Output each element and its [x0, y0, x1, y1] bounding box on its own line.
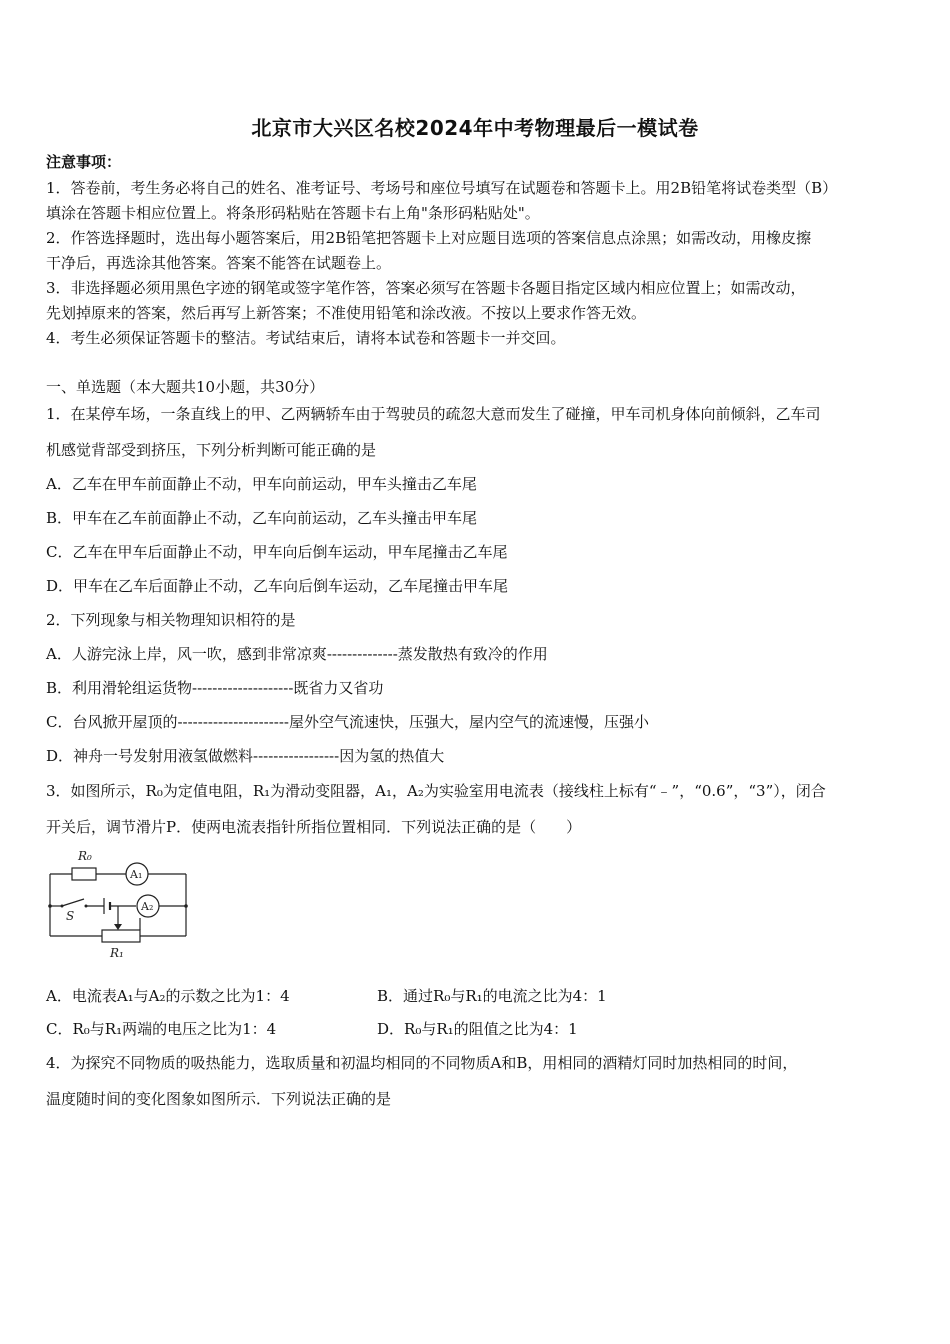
notice-line: 2．作答选择题时，选出每小题答案后，用2B铅笔把答题卡上对应题目选项的答案信息点涂黑；如需改动，用橡皮擦: [46, 229, 812, 247]
section-heading: 一、单选题（本大题共10小题，共30分）: [46, 378, 325, 396]
q1-option-a: A．乙车在甲车前面静止不动，甲车向前运动，甲车头撞击乙车尾: [46, 475, 477, 493]
q2-option-d: D．神舟一号发射用液氢做燃料-----------------因为氢的热值大: [46, 747, 445, 765]
label-a1: A₁: [130, 868, 143, 881]
q4-stem: 温度随时间的变化图象如图所示．下列说法正确的是: [46, 1090, 392, 1108]
notice-line: 1．答卷前，考生务必将自己的姓名、准考证号、考场号和座位号填写在试题卷和答题卡上。用2B铅笔将试卷类型（B）: [46, 179, 838, 197]
q1-option-d: D．甲车在乙车后面静止不动，乙车向后倒车运动，乙车尾撞击甲车尾: [46, 577, 509, 595]
notice-line: 4．考生必须保证答题卡的整洁。考试结束后，请将本试卷和答题卡一并交回。: [46, 329, 566, 347]
notice-heading: 注意事项：: [46, 153, 122, 171]
q1-option-b: B．甲车在乙车前面静止不动，乙车向前运动，乙车头撞击甲车尾: [46, 509, 478, 527]
label-r0: R₀: [78, 849, 92, 863]
q3-stem: 开关后，调节滑片P．使两电流表指针所指位置相同．下列说法正确的是（ ）: [46, 818, 582, 836]
page-title: 北京市大兴区名校2024年中考物理最后一模试卷: [251, 116, 699, 140]
q4-stem: 4．为探究不同物质的吸热能力，选取质量和初温均相同的不同物质A和B，用相同的酒精灯同时加热相同的时间，: [46, 1054, 798, 1072]
q3-option-a: A．电流表A₁与A₂的示数之比为1：4: [46, 987, 290, 1005]
q2-option-a: A．人游完泳上岸，风一吹，感到非常凉爽--------------蒸发散热有致冷的作用: [46, 645, 548, 663]
q1-option-c: C．乙车在甲车后面静止不动，甲车向后倒车运动，甲车尾撞击乙车尾: [46, 543, 508, 561]
q1-stem: 机感觉背部受到挤压，下列分析判断可能正确的是: [46, 441, 377, 459]
label-a2: A₂: [141, 900, 154, 913]
q3-option-d: D．R₀与R₁的阻值之比为4：1: [377, 1020, 578, 1038]
label-r1: R₁: [110, 946, 124, 960]
notice-line: 先划掉原来的答案，然后再写上新答案；不准使用铅笔和涂改液。不按以上要求作答无效。: [46, 304, 647, 322]
q3-option-c: C．R₀与R₁两端的电压之比为1：4: [46, 1020, 277, 1038]
q3-option-b: B．通过R₀与R₁的电流之比为4：1: [377, 987, 607, 1005]
notice-line: 干净后，再选涂其他答案。答案不能答在试题卷上。: [46, 254, 392, 272]
q2-stem: 2．下列现象与相关物理知识相符的是: [46, 611, 296, 629]
circuit-diagram: [40, 846, 200, 961]
rheostat-r1: [102, 930, 140, 942]
notice-line: 3．非选择题必须用黑色字迹的钢笔或签字笔作答，答案必须写在答题卡各题目指定区域内相应位置上；如需改动，: [46, 279, 806, 297]
q2-option-c: C．台风掀开屋顶的----------------------屋外空气流速快，压强大，屋内空气的流速慢，压强小: [46, 713, 649, 731]
notice-line: 填涂在答题卡相应位置上。将条形码粘贴在答题卡右上角"条形码粘贴处"。: [46, 204, 540, 222]
q3-stem: 3．如图所示，R₀为定值电阻，R₁为滑动变阻器，A₁，A₂为实验室用电流表（接线柱上标有“﹣”，“0.6”，“3”），闭合: [46, 782, 826, 800]
q2-option-b: B．利用滑轮组运货物--------------------既省力又省功: [46, 679, 384, 697]
label-s: S: [66, 909, 75, 923]
resistor-r0: [72, 868, 96, 880]
q1-stem: 1．在某停车场，一条直线上的甲、乙两辆轿车由于驾驶员的疏忽大意而发生了碰撞，甲车司机身体向前倾斜，乙车司: [46, 405, 821, 423]
switch-s: [62, 899, 84, 906]
